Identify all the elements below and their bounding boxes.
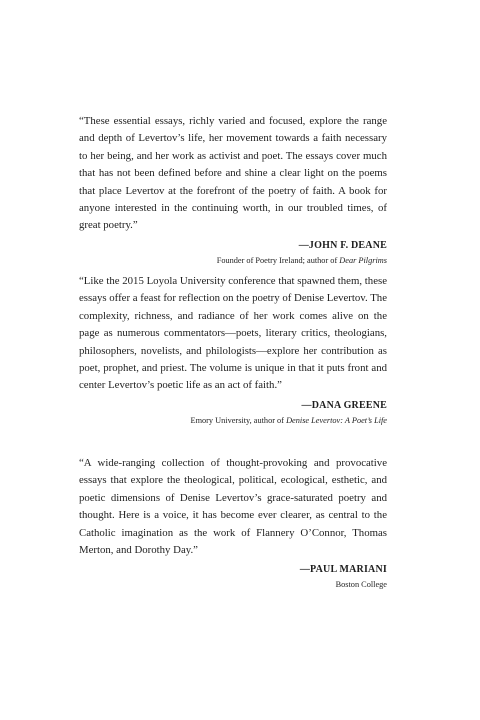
endorsement-author: —DANA GREENE — [301, 399, 387, 411]
endorsement-quote: “These essential essays, richly varied and focused, explore the range and depth of Levertov’s life, her movement towards a faith necessary to her being, and her work as activist and poet. The essays cover much that has not been defined before and shine a clear light on the poems that place Levertov at the forefront of the poetry of faith. A book for anyone interested in the continuing worth, in our troubled times, of great poetry.” — [79, 115, 387, 232]
endorsement-quote: “Like the 2015 Loyola University conference that spawned them, these essays offer a feast for reflection on the poetry of Denise Levertov. The complexity, richness, and radiance of her work comes alive on the page as numerous commentators—poets, literary critics, theologians, philosophers, novelists, and philologists—explore her contribution as poet, prophet, and priest. The volume is unique in that it puts front and center Levertov’s poetic life as an act of faith.” — [79, 275, 387, 392]
endorsement-blurb — [79, 455, 387, 591]
affiliation-text: Founder of Poetry Ireland; author of — [216, 255, 340, 265]
endorsement-blurb — [79, 273, 387, 427]
endorsement-quote: “A wide-ranging collection of thought-provoking and provocative essays that explore the theological, political, ecological, esthetic, and poetic dimensions of Denise Levertov’s grace-saturated poetry and thought. Here is a voice, it has become ever clearer, as central to the Catholic imagination as the work of Flannery O’Connor, Thomas Merton, and Dorothy Day.” — [79, 457, 387, 557]
affiliation-text: Boston College — [335, 580, 387, 590]
endorsement-affiliation — [79, 255, 387, 267]
affiliation-text: Emory University, author of — [190, 415, 287, 425]
affiliation-book-title: Denise Levertov: A Poet’s Life — [286, 415, 387, 425]
endorsement-author: —PAUL MARIANI — [299, 564, 387, 576]
endorsement-blurb — [79, 113, 387, 267]
endorsement-author: —JOHN F. DEANE — [298, 239, 387, 251]
affiliation-book-title: Dear Pilgrims — [339, 255, 387, 265]
endorsement-affiliation — [79, 415, 387, 427]
endorsement-affiliation — [79, 579, 387, 591]
